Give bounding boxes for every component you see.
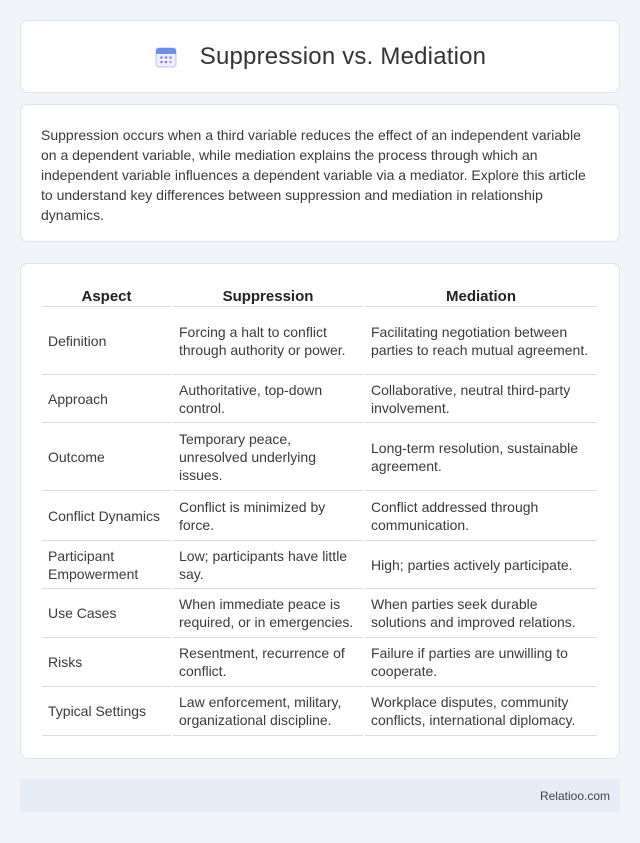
- aspect-cell: Risks: [42, 638, 171, 687]
- aspect-cell: Definition: [42, 307, 171, 375]
- mediation-cell: Conflict addressed through communication.: [365, 491, 597, 541]
- intro-text: Suppression occurs when a third variable reduces the effect of an independent variable on a dependent variable, while mediation explains the process through which an independent variable influences a dependent variable via a mediator. Explore this article to understand key differences between suppression and mediation in relationship dynamics.: [41, 127, 586, 223]
- mediation-cell: Workplace disputes, community conflicts, international diplomacy.: [365, 687, 597, 736]
- table-row: [42, 638, 597, 687]
- table-row: [42, 491, 597, 541]
- mediation-cell: Failure if parties are unwilling to cooperate.: [365, 638, 597, 687]
- header-suppression: Suppression: [173, 287, 363, 307]
- header-mediation: Mediation: [365, 287, 597, 307]
- aspect-cell: Approach: [42, 375, 171, 423]
- table-row: [42, 687, 597, 736]
- calendar-icon: [154, 45, 178, 69]
- mediation-cell: High; parties actively participate.: [365, 541, 597, 589]
- mediation-cell: Long-term resolution, sustainable agreement.: [365, 423, 597, 491]
- suppression-cell: Low; participants have little say.: [173, 541, 363, 589]
- table-row: [42, 423, 597, 491]
- page-title: Suppression vs. Mediation: [199, 42, 487, 70]
- suppression-cell: Forcing a halt to conflict through authority or power.: [173, 307, 363, 375]
- aspect-cell: Participant Empowerment: [42, 541, 171, 589]
- mediation-cell: When parties seek durable solutions and improved relations.: [365, 589, 597, 638]
- intro-card: [20, 104, 620, 242]
- table-row: [42, 307, 597, 375]
- aspect-cell: Typical Settings: [42, 687, 171, 736]
- comparison-table: [40, 287, 599, 736]
- mediation-cell: Facilitating negotiation between parties to reach mutual agreement.: [365, 307, 597, 375]
- aspect-cell: Use Cases: [42, 589, 171, 638]
- suppression-cell: Resentment, recurrence of conflict.: [173, 638, 363, 687]
- footer: [20, 779, 620, 812]
- table-row: [42, 375, 597, 423]
- header-aspect: Aspect: [42, 287, 171, 307]
- suppression-cell: Law enforcement, military, organizational discipline.: [173, 687, 363, 736]
- footer-brand[interactable]: Relatioo.com: [539, 788, 610, 803]
- suppression-cell: Temporary peace, unresolved underlying issues.: [173, 423, 363, 491]
- table-header-row: [42, 287, 597, 307]
- suppression-cell: When immediate peace is required, or in emergencies.: [173, 589, 363, 638]
- suppression-cell: Authoritative, top-down control.: [173, 375, 363, 423]
- table-row: [42, 589, 597, 638]
- suppression-cell: Conflict is minimized by force.: [173, 491, 363, 541]
- comparison-table-card: [20, 263, 620, 759]
- table-row: [42, 541, 597, 589]
- title-card: [20, 20, 620, 93]
- mediation-cell: Collaborative, neutral third-party involvement.: [365, 375, 597, 423]
- aspect-cell: Conflict Dynamics: [42, 491, 171, 541]
- aspect-cell: Outcome: [42, 423, 171, 491]
